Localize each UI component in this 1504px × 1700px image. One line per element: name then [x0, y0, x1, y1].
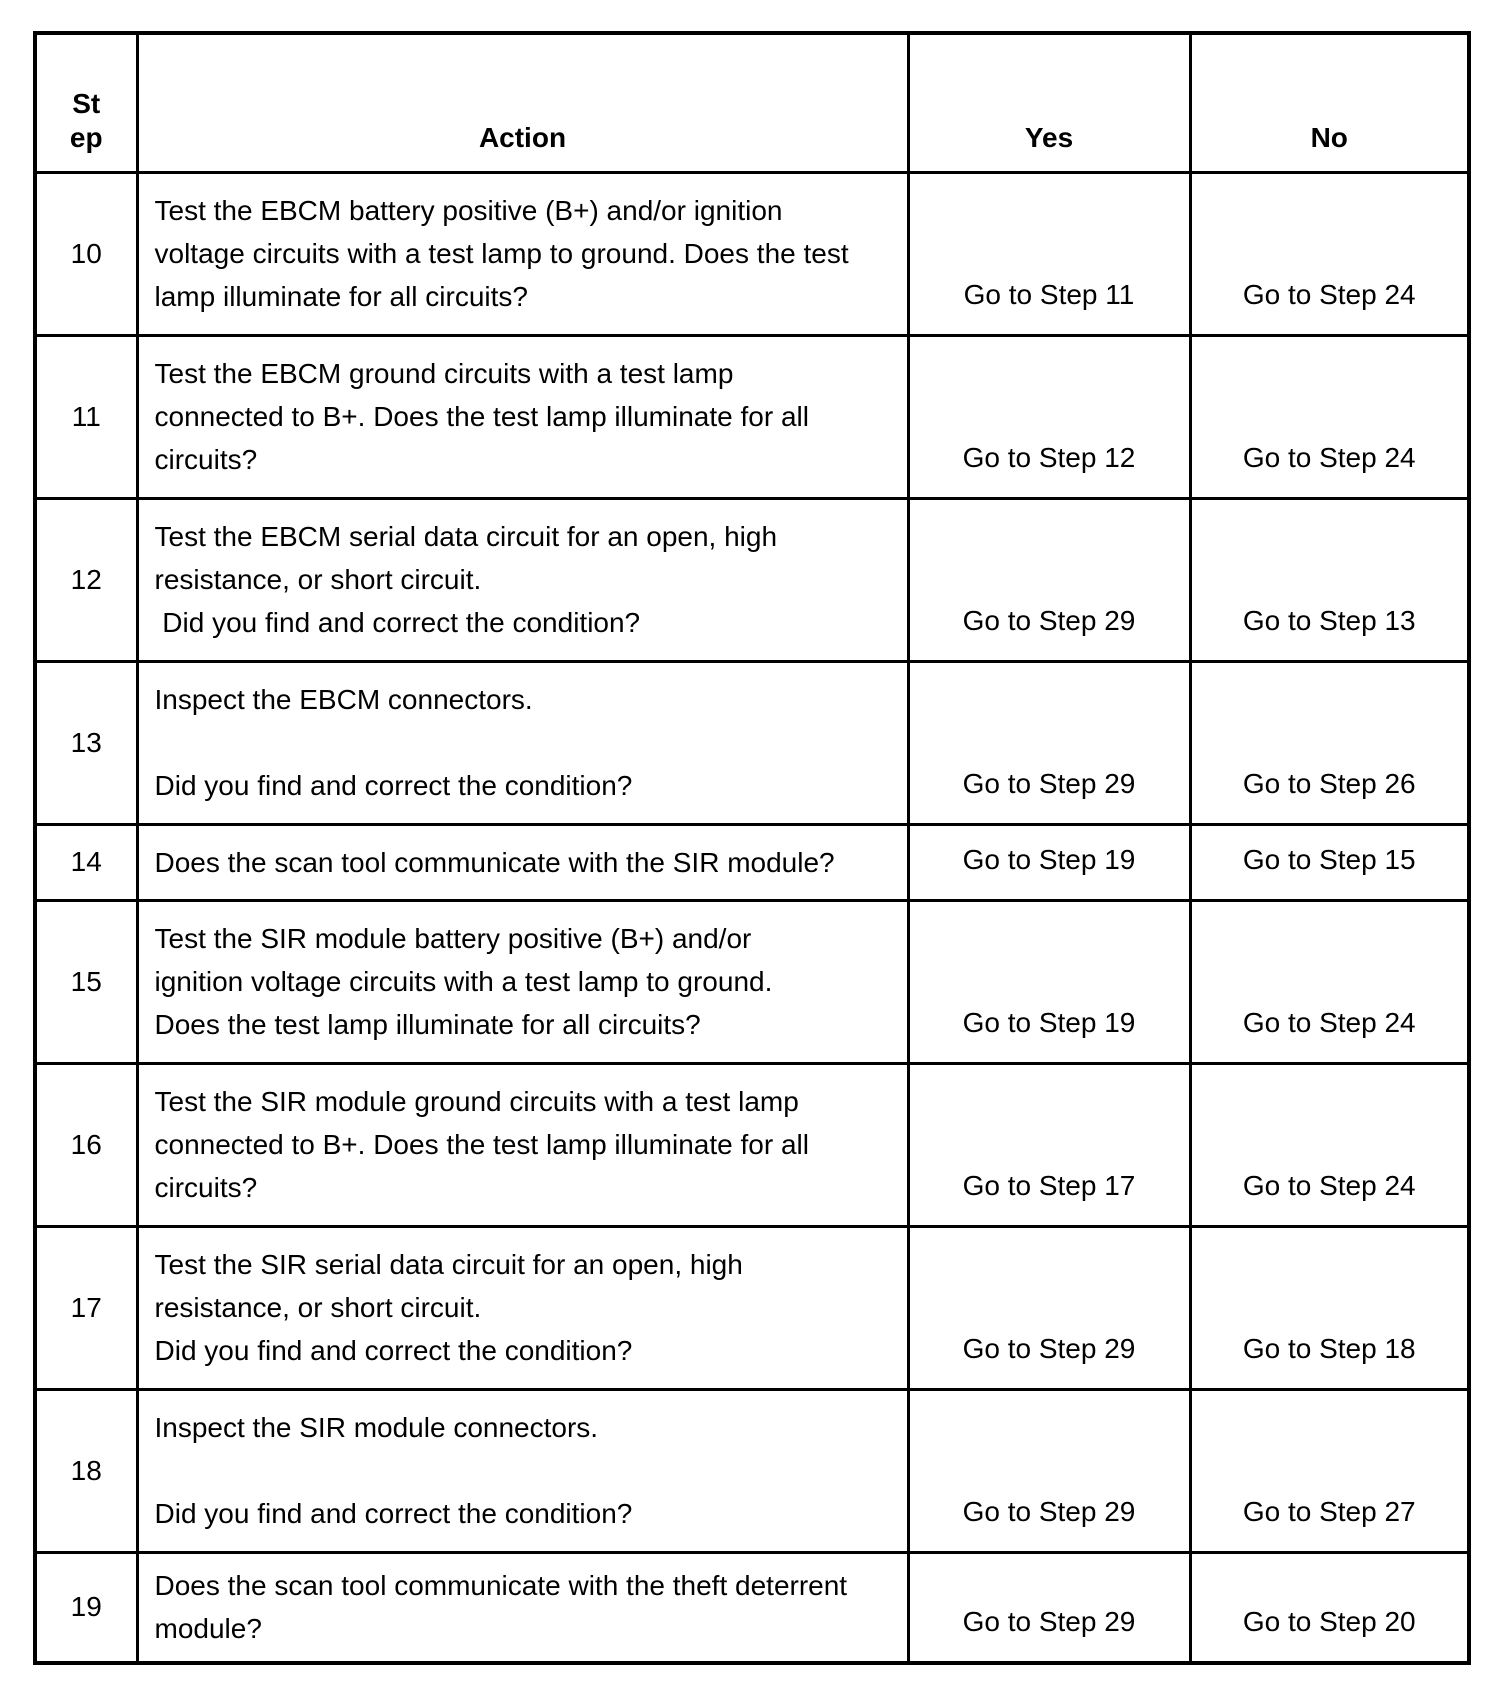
action-cell: [137, 824, 908, 900]
table-row: [35, 1063, 1469, 1226]
action-line: circuits?: [154, 1172, 258, 1203]
action-line: voltage circuits with a test lamp to ground. Does the test: [154, 238, 849, 269]
no-cell: Go to Step 24: [1190, 1063, 1469, 1226]
yes-cell: Go to Step 29: [908, 1552, 1190, 1663]
yes-cell: Go to Step 12: [908, 335, 1190, 498]
header-action: Action: [137, 33, 908, 172]
step-cell: 11: [35, 335, 137, 498]
action-line: Did you find and correct the condition?: [154, 770, 633, 801]
no-cell: Go to Step 20: [1190, 1552, 1469, 1663]
table-row: [35, 1389, 1469, 1552]
table-row: [35, 498, 1469, 661]
action-line: Inspect the EBCM connectors.: [154, 684, 533, 715]
header-no: No: [1190, 33, 1469, 172]
action-cell: [137, 335, 908, 498]
no-cell: Go to Step 24: [1190, 172, 1469, 335]
action-line: Does the test lamp illuminate for all circuits?: [154, 1009, 701, 1040]
header-row: [35, 33, 1469, 172]
step-cell: 15: [35, 900, 137, 1063]
yes-cell: Go to Step 11: [908, 172, 1190, 335]
table-row: [35, 172, 1469, 335]
action-cell: [137, 1226, 908, 1389]
step-cell: 19: [35, 1552, 137, 1663]
header-step: [35, 33, 137, 172]
action-cell: [137, 498, 908, 661]
header-yes: Yes: [908, 33, 1190, 172]
action-line: lamp illuminate for all circuits?: [154, 281, 528, 312]
diagnostic-table-page: [33, 31, 1471, 1665]
header-step-line1: St: [72, 87, 101, 119]
action-cell: [137, 900, 908, 1063]
no-cell: Go to Step 26: [1190, 661, 1469, 824]
action-cell: [137, 172, 908, 335]
table-body: [35, 172, 1469, 1663]
action-line: ignition voltage circuits with a test lamp to ground.: [154, 966, 773, 997]
no-cell: Go to Step 15: [1190, 824, 1469, 900]
step-cell: 12: [35, 498, 137, 661]
diagnostic-step-table: [33, 31, 1471, 1665]
table-row: [35, 900, 1469, 1063]
action-line: Test the SIR serial data circuit for an open, high: [154, 1249, 743, 1280]
yes-cell: Go to Step 19: [908, 824, 1190, 900]
step-cell: 17: [35, 1226, 137, 1389]
action-line: Inspect the SIR module connectors.: [154, 1412, 599, 1443]
action-line: Test the EBCM battery positive (B+) and/or ignition: [154, 195, 783, 226]
header-step-line2: ep: [69, 121, 103, 153]
step-cell: 10: [35, 172, 137, 335]
step-cell: 14: [35, 824, 137, 900]
step-cell: 18: [35, 1389, 137, 1552]
action-line: connected to B+. Does the test lamp illuminate for all: [154, 1129, 809, 1160]
yes-cell: Go to Step 29: [908, 661, 1190, 824]
yes-cell: Go to Step 29: [908, 1389, 1190, 1552]
table-row: [35, 1552, 1469, 1663]
table-row: [35, 335, 1469, 498]
no-cell: Go to Step 13: [1190, 498, 1469, 661]
no-cell: Go to Step 24: [1190, 335, 1469, 498]
action-cell: [137, 1389, 908, 1552]
table-row: [35, 661, 1469, 824]
no-cell: Go to Step 18: [1190, 1226, 1469, 1389]
no-cell: Go to Step 27: [1190, 1389, 1469, 1552]
action-line: Test the SIR module battery positive (B+) and/or: [154, 923, 752, 954]
yes-cell: Go to Step 29: [908, 1226, 1190, 1389]
action-line: Did you find and correct the condition?: [154, 1498, 633, 1529]
action-line: Does the scan tool communicate with the SIR module?: [154, 846, 835, 878]
action-line: Does the scan tool communicate with the theft deterrent: [154, 1570, 848, 1602]
no-cell: Go to Step 24: [1190, 900, 1469, 1063]
action-line: Test the EBCM serial data circuit for an open, high: [154, 521, 778, 552]
action-cell: [137, 1063, 908, 1226]
action-line: resistance, or short circuit.: [154, 564, 482, 595]
action-cell: [137, 661, 908, 824]
action-line: Did you find and correct the condition?: [154, 607, 641, 638]
yes-cell: Go to Step 29: [908, 498, 1190, 661]
table-row: [35, 824, 1469, 900]
action-line: [155, 1449, 899, 1492]
step-cell: 16: [35, 1063, 137, 1226]
action-line: Test the EBCM ground circuits with a test lamp: [154, 358, 734, 389]
action-cell: [137, 1552, 908, 1663]
action-line: circuits?: [154, 444, 258, 475]
step-cell: 13: [35, 661, 137, 824]
table-row: [35, 1226, 1469, 1389]
yes-cell: Go to Step 17: [908, 1063, 1190, 1226]
action-line: [155, 721, 899, 764]
action-line: module?: [154, 1613, 262, 1645]
action-line: resistance, or short circuit.: [154, 1292, 482, 1323]
yes-cell: Go to Step 19: [908, 900, 1190, 1063]
action-line: Test the SIR module ground circuits with a test lamp: [154, 1086, 799, 1117]
action-line: connected to B+. Does the test lamp illuminate for all: [154, 401, 809, 432]
action-line: Did you find and correct the condition?: [154, 1335, 633, 1366]
